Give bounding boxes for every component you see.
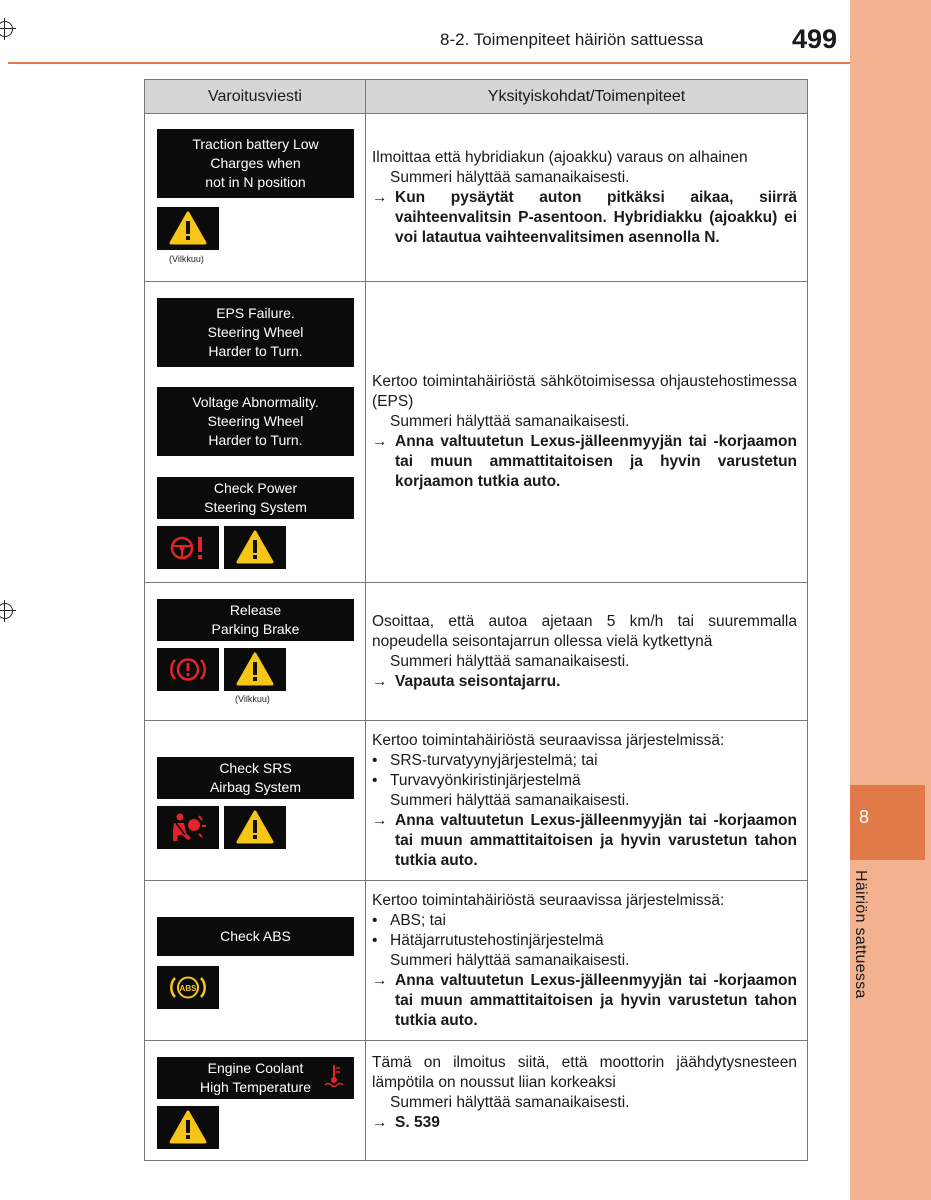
crop-mark xyxy=(0,18,16,40)
list-item: • Hätäjarrutustehostinjärjestelmä xyxy=(372,931,604,949)
warning-cell xyxy=(145,282,366,583)
details-cell: Osoittaa, että autoa ajetaan 5 km/h tai suuremmalla nopeudella seisontajarrun ollessa vielä kytkettynä Summeri hälyttää samanaikaisesti. → Vapauta seisontajarru. xyxy=(366,583,808,721)
warning-table xyxy=(144,79,808,1161)
master-warning-icon xyxy=(157,207,219,250)
table-row xyxy=(145,1041,808,1161)
action-instruction: → Anna valtuutetun Lexus-jälleenmyyjän tai -korjaamon tai muun ammattitaitoisen ja hyvin varustetun tahon tutkia auto. xyxy=(372,971,797,1029)
list-item: • SRS-turvatyynyjärjestelmä; tai xyxy=(372,751,598,769)
brake-warning-icon xyxy=(157,648,219,691)
warning-cell xyxy=(145,1041,366,1161)
page-number: 499 xyxy=(792,24,838,54)
column-header-warning: Varoitusviesti xyxy=(145,80,366,114)
master-warning-icon xyxy=(224,526,286,569)
details-cell: Kertoo toimintahäiriöstä seuraavissa järjestelmissä: • ABS; tai • Hätäjarrutustehostinjärjestelmä Summeri hälyttää samanaikaisesti. → Anna valtuutetun Lexus-jälleenmyyjän tai -korjaamon tai muun ammattitaitoisen ja hyvin varustetun tahon tutkia auto. xyxy=(366,881,808,1041)
table-header-row xyxy=(145,80,808,114)
warning-cell xyxy=(145,583,366,721)
header-rule xyxy=(8,62,850,64)
coolant-temperature-icon xyxy=(324,1063,344,1089)
warning-message: Check ABS xyxy=(157,917,354,956)
abs-icon-label: ABS xyxy=(179,984,197,993)
chapter-number: 8 xyxy=(859,807,870,827)
warning-cell xyxy=(145,721,366,881)
chapter-number-box xyxy=(850,785,925,860)
chapter-title: Häiriön sattuessa xyxy=(852,870,869,999)
blink-note: (Vilkkuu) xyxy=(235,694,270,704)
table-row xyxy=(145,583,808,721)
master-warning-icon xyxy=(224,806,286,849)
page-reference: S. 539 xyxy=(395,1114,440,1131)
action-instruction: → Anna valtuutetun Lexus-jälleenmyyjän tai -korjaamon tai muun ammattitaitoisen ja hyvin varustetun korjaamon tutkia auto. xyxy=(372,433,797,490)
master-warning-icon xyxy=(224,648,286,691)
warning-message: EPS Failure. Steering Wheel Harder to Turn. xyxy=(157,298,354,367)
list-item: • Turvavyönkiristinjärjestelmä xyxy=(372,771,581,789)
details-cell: Kertoo toimintahäiriöstä sähkötoimisessa ohjaustehostimessa (EPS) Summeri hälyttää samanaikaisesti. → Anna valtuutetun Lexus-jälleenmyyjän tai -korjaamon tai muun ammattitaitoisen ja hyvin varustetun korjaamon tutkia auto. xyxy=(366,282,808,583)
table-row xyxy=(145,282,808,583)
action-instruction: → S. 539 xyxy=(372,1114,440,1131)
details-cell: Tämä on ilmoitus siitä, että moottorin jäähdytysnesteen lämpötila on noussut liian korkeaksi Summeri hälyttää samanaikaisesti. → S. 539 xyxy=(366,1041,808,1161)
column-header-details: Yksityiskohdat/Toimenpiteet xyxy=(366,80,808,114)
srs-airbag-warning-icon xyxy=(157,806,219,849)
section-title: 8-2. Toimenpiteet häiriön sattuessa xyxy=(440,30,704,49)
warning-cell xyxy=(145,114,366,282)
action-instruction: → Vapauta seisontajarru. xyxy=(372,672,561,690)
warning-message: Release Parking Brake xyxy=(157,599,354,641)
abs-warning-icon xyxy=(157,966,219,1009)
action-instruction: → Anna valtuutetun Lexus-jälleenmyyjän tai -korjaamon tai muun ammattitaitoisen ja hyvin varustetun tahon tutkia auto. xyxy=(372,811,797,869)
list-item: • ABS; tai xyxy=(372,911,446,929)
power-steering-warning-icon xyxy=(157,526,219,569)
warning-message: Engine Coolant High Temperature xyxy=(157,1057,354,1099)
warning-message: Traction battery Low Charges when not in N position xyxy=(157,129,354,198)
warning-cell xyxy=(145,881,366,1041)
warning-message: Check SRS Airbag System xyxy=(157,757,354,799)
table-row xyxy=(145,721,808,881)
details-cell: Kertoo toimintahäiriöstä seuraavissa järjestelmissä: • SRS-turvatyynyjärjestelmä; tai • Turvavyönkiristinjärjestelmä Summeri hälyttää samanaikaisesti. → Anna valtuutetun Lexus-jälleenmyyjän tai -korjaamon tai muun ammattitaitoisen ja hyvin varustetun tahon tutkia auto. xyxy=(366,721,808,881)
table-row xyxy=(145,114,808,282)
details-cell: Ilmoittaa että hybridiakun (ajoakku) varaus on alhainen Summeri hälyttää samanaikaisesti. → Kun pysäytät auton pitkäksi aikaa, siirrä vaihteenvalitsin P-asentoon. Hybridiakku (ajoakku) ei voi latautua vaihteenvalitsimen asennolla N. xyxy=(366,114,808,282)
warning-message: Check Power Steering System xyxy=(157,477,354,519)
action-instruction: → Kun pysäytät auton pitkäksi aikaa, siirrä vaihteenvalitsin P-asentoon. Hybridiakku (ajoakku) ei voi latautua vaihteenvalitsimen asennolla N. xyxy=(372,188,797,246)
side-tab xyxy=(850,0,931,1200)
master-warning-icon xyxy=(157,1106,219,1149)
warning-message: Voltage Abnormality. Steering Wheel Harder to Turn. xyxy=(157,387,354,456)
blink-note: (Vilkkuu) xyxy=(169,254,204,264)
crop-mark xyxy=(0,600,16,622)
table-row xyxy=(145,881,808,1041)
